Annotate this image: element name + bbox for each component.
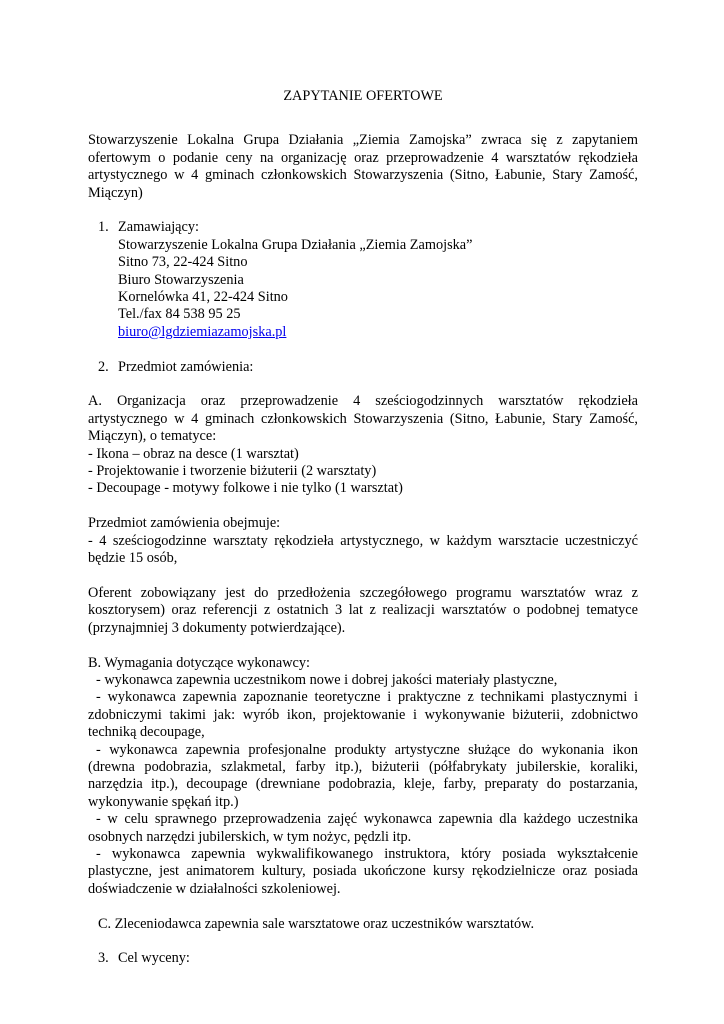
topic-item: - Decoupage - motywy folkowe i nie tylko (1 warsztat) <box>88 480 403 497</box>
section-1 <box>88 219 638 341</box>
part-b-heading: B. Wymagania dotyczące wykonawcy: <box>88 654 310 671</box>
contact-block <box>88 237 638 341</box>
intro-paragraph: Stowarzyszenie Lokalna Grupa Działania „Ziemia Zamojska” zwraca się z zapytaniem ofertowym o podanie ceny na organizację oraz przeprowadzenie 4 warsztatów rękodzieła artystycznego w 4 gminach członkowskich Stowarzyszenia (Sitno, Łabunie, Stary Zamość, Miączyn) <box>88 132 638 201</box>
email-link[interactable]: biuro@lgdziemiazamojska.pl <box>118 323 287 340</box>
contact-line: Sitno 73, 22-424 Sitno <box>118 254 248 271</box>
section-3-number: 3. <box>98 950 109 967</box>
contact-line: Kornelówka 41, 22-424 Sitno <box>118 289 288 306</box>
scope-text: - 4 sześciogodzinne warsztaty rękodzieła artystycznego, w każdym warsztacie uczestniczyć będzie 15 osób, <box>88 532 638 567</box>
section-2 <box>88 359 638 376</box>
section-1-heading: Zamawiający: <box>118 219 199 236</box>
part-a-paragraph: A. Organizacja oraz przeprowadzenie 4 sześciogodzinnych warsztatów rękodzieła artystycznego w 4 gminach członkowskich Stowarzyszenia (Sitno, Łabunie, Stary Zamość, Miączyn), o tematyce: <box>88 393 638 445</box>
topic-item: - Ikona – obraz na desce (1 warsztat) <box>88 445 299 462</box>
contact-line: Tel./fax 84 538 95 25 <box>118 306 241 323</box>
contact-line: Stowarzyszenie Lokalna Grupa Działania „Ziemia Zamojska” <box>118 236 473 253</box>
requirement-item: - wykonawca zapewnia uczestnikom nowe i dobrej jakości materiały plastyczne, <box>96 671 558 688</box>
requirement-item: - w celu sprawnego przeprowadzenia zajęć wykonawca zapewnia dla każdego uczestnika osobnych narzędzi jubilerskich, w tym nożyc, pędzli itp. <box>88 811 638 845</box>
offerent-paragraph: Oferent zobowiązany jest do przedłożenia szczegółowego programu warsztatów wraz z kosztorysem) oraz referencji z ostatnich 3 lat z realizacji warsztatów o podobnej tematyce (przynajmniej 3 dokumenty potwierdzające). <box>88 584 638 636</box>
contact-line: Biuro Stowarzyszenia <box>118 271 244 288</box>
section-2-number: 2. <box>98 358 109 375</box>
part-c-paragraph: C. Zleceniodawca zapewnia sale warsztatowe oraz uczestników warsztatów. <box>98 915 535 932</box>
document-page <box>88 88 638 968</box>
scope-heading: Przedmiot zamówienia obejmuje: <box>88 515 281 532</box>
section-3 <box>88 950 638 967</box>
requirement-item: - wykonawca zapewnia wykwalifikowanego instruktora, który posiada wykształcenie plastyczne, jest animatorem kultury, posiada ukończone kursy rękodzielnicze oraz posiada doświadczenie w działalności szkoleniowej. <box>88 845 638 897</box>
section-2-heading: Przedmiot zamówienia: <box>118 358 254 375</box>
topic-item: - Projektowanie i tworzenie biżuterii (2 warsztaty) <box>88 463 377 480</box>
section-1-number: 1. <box>98 219 109 236</box>
part-b-list <box>88 672 638 898</box>
requirement-item: - wykonawca zapewnia profesjonalne produkty artystyczne służące do wykonania ikon (drewna podobrazia, szlakmetal, farby itp.), biżuterii (półfabrykaty jubilerskie, koraliki, narzędzia itp.), decoupage (drewniane podobrazia, kleje, farby, preparaty do postarzania, wykonywanie spękań itp.) <box>88 741 638 810</box>
section-3-heading: Cel wyceny: <box>118 950 190 967</box>
document-title: ZAPYTANIE OFERTOWE <box>283 88 443 104</box>
requirement-item: - wykonawca zapewnia zapoznanie teoretyczne i praktyczne z technikami plastycznymi i zdobniczymi takimi jak: wyrób ikon, projektowanie i wykonywanie biżuterii, zdobnictwo techniką decoupage, <box>88 689 638 741</box>
